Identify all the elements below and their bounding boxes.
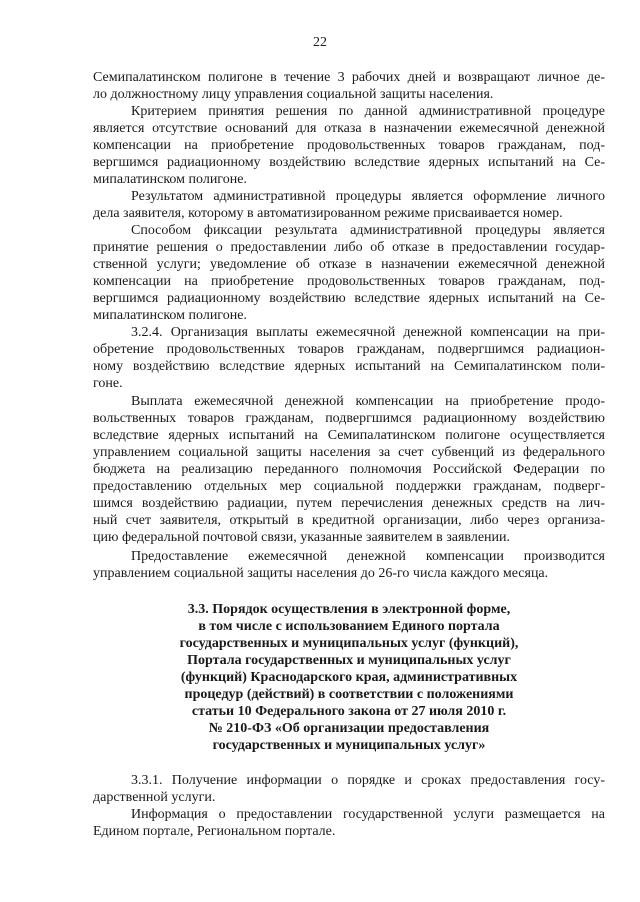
text-line: Семипалатинском полигоне в течение 3 рабочих дней и возвращают личное де- bbox=[93, 70, 605, 85]
text-line: обретение продовольственных товаров гражданам, подвергшимся радиацион- bbox=[93, 342, 605, 357]
text-line: Едином портале, Региональном портале. bbox=[93, 824, 336, 839]
text-line: принятие решения о предоставлении либо об отказе в предоставлении государ- bbox=[93, 240, 605, 255]
text-line: Выплата ежемесячной денежной компенсации на приобретение продо- bbox=[131, 394, 605, 409]
text-line: ло должностному лицу управления социальной защиты населения. bbox=[93, 87, 494, 102]
text-line: вергшимся радиационному воздействию вследствие ядерных испытаний на Се- bbox=[93, 155, 605, 170]
text-line: компенсации на приобретение продовольственных товаров гражданам, под- bbox=[93, 138, 605, 153]
page-number: 22 bbox=[313, 35, 327, 50]
text-line: бюджета на реализацию переданного полномочия Российской Федерации по bbox=[93, 462, 605, 477]
section-heading-line: Портала государственных и муниципальных услуг bbox=[187, 653, 511, 668]
text-line: управлением социальной защиты населения до 26-го числа каждого месяца. bbox=[93, 566, 549, 581]
text-line: управлением социальной защиты населения за счет субвенций из федерального bbox=[93, 445, 605, 460]
text-line: Информация о предоставлении государственной услуги размещается на bbox=[131, 807, 605, 822]
section-heading-line: № 210-ФЗ «Об организации предоставления bbox=[208, 721, 490, 736]
text-line: цию федеральной почтовой связи, указанные заявителем в заявлении. bbox=[93, 530, 511, 545]
text-line: мипалатинском полигоне. bbox=[93, 308, 247, 323]
text-line: дарственной услуги. bbox=[93, 790, 216, 805]
section-heading-line: 3.3. Порядок осуществления в электронной форме, bbox=[187, 602, 511, 617]
section-heading-line: (функций) Краснодарского края, административных bbox=[180, 670, 518, 685]
text-line: ственной услуги; уведомление об отказе в назначении ежемесячной денежной bbox=[93, 257, 605, 272]
text-line: ному воздействию вследствие ядерных испытаний на Семипалатинском поли- bbox=[93, 359, 605, 374]
text-line: является отсутствие оснований для отказа в назначении ежемесячной денежной bbox=[93, 121, 605, 136]
text-line: 3.3.1. Получение информации о порядке и сроках предоставления госу- bbox=[131, 773, 605, 788]
text-line: гоне. bbox=[93, 376, 123, 391]
text-line: Критерием принятия решения по данной административной процедуре bbox=[131, 104, 605, 119]
section-heading-line: государственных и муниципальных услуг (функций), bbox=[179, 636, 519, 651]
text-line: предоставлению отдельных мер социальной поддержки гражданам, подверг- bbox=[93, 479, 605, 494]
text-line: вольственных товаров гражданам, подвергшимся радиационному воздействию bbox=[93, 411, 605, 426]
section-heading-line: в том числе с использованием Единого портала bbox=[198, 619, 500, 634]
text-line: мипалатинском полигоне. bbox=[93, 172, 247, 187]
text-line: Результатом административной процедуры является оформление личного bbox=[131, 189, 605, 204]
section-heading-line: процедур (действий) в соответствии с положениями bbox=[184, 687, 514, 702]
text-line: 3.2.4. Организация выплаты ежемесячной денежной компенсации на при- bbox=[131, 325, 605, 340]
text-line: компенсации на приобретение продовольственных товаров гражданам, под- bbox=[93, 274, 605, 289]
text-line: ный счет заявителя, открытый в кредитной организации, либо через организа- bbox=[93, 513, 605, 528]
text-line: Предоставление ежемесячной денежной компенсации производится bbox=[131, 549, 605, 564]
text-line: вергшимся радиационному воздействию вследствие ядерных испытаний на Се- bbox=[93, 291, 605, 306]
text-line: Способом фиксации результата административной процедуры является bbox=[131, 223, 605, 238]
text-line: шимся воздействию радиации, путем перечисления денежных средств на лич- bbox=[93, 496, 605, 511]
text-line: дела заявителя, которому в автоматизированном режиме присваивается номер. bbox=[93, 206, 563, 221]
text-line: вследствие ядерных испытаний на Семипалатинском полигоне осуществляется bbox=[93, 428, 605, 443]
section-heading-line: государственных и муниципальных услуг» bbox=[212, 738, 486, 753]
section-heading-line: статьи 10 Федерального закона от 27 июля 2010 г. bbox=[191, 704, 507, 719]
